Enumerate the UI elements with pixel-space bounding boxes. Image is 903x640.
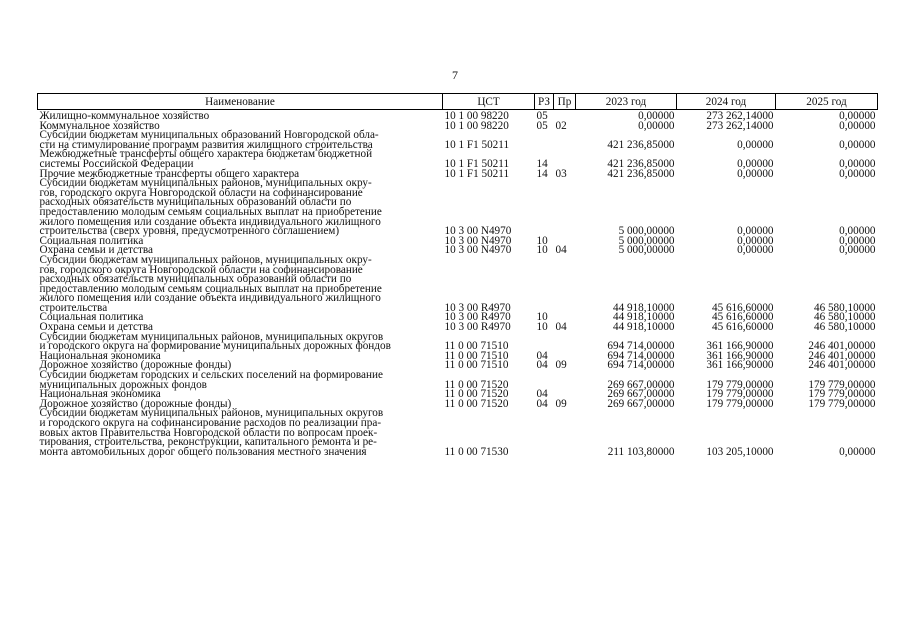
row-2023: 269 667,00000 xyxy=(607,378,675,391)
row-name: Охрана семьи и детства xyxy=(39,244,153,257)
row-code: 10 1 00 98220 xyxy=(444,119,509,132)
row-name: Национальная экономика xyxy=(39,388,161,401)
row-name: Социальная политика xyxy=(39,234,144,247)
row-2024: 103 205,10000 xyxy=(706,445,774,458)
table-row xyxy=(38,179,878,237)
row-2024: 179 779,00000 xyxy=(706,397,774,410)
row-2023: 44 918,10000 xyxy=(612,321,675,334)
header-code: ЦСТ xyxy=(443,94,535,110)
row-name: Жилищно-коммунальное хозяйство xyxy=(39,110,210,122)
header-2023: 2023 год xyxy=(576,94,677,110)
row-rz: 04 xyxy=(536,359,548,372)
row-2024: 0,00000 xyxy=(737,167,774,180)
row-rz xyxy=(535,256,554,314)
row-2024: 361 166,90000 xyxy=(706,359,774,372)
row-2025: 0,00000 xyxy=(839,119,876,132)
row-2025: 46 580,10000 xyxy=(813,321,876,334)
row-name: Межбюджетные трансферты общего характера бюджетам бюджетной системы Российской Федерации xyxy=(39,148,373,170)
row-2024: 45 616,60000 xyxy=(711,301,774,314)
row-name: Субсидии бюджетам муниципальных районов, муниципальных округов и городского округа на софинансирование расходов по реализации пра- вовых актов Правительства Новгородской области по вопросам проек- тирования, строительства, реконструкции, капитального ремонта и ре- монта автомобильных дорог общего пользования местного значения xyxy=(39,407,384,458)
row-pr: 02 xyxy=(555,119,567,132)
row-2024: 0,00000 xyxy=(737,138,774,151)
row-2025: 179 779,00000 xyxy=(808,397,876,410)
row-pr: 09 xyxy=(555,359,567,372)
row-code: 10 1 F1 50211 xyxy=(444,167,510,180)
row-2024: 361 166,90000 xyxy=(706,340,774,353)
row-name: Дорожное хозяйство (дорожные фонды) xyxy=(39,359,232,372)
table-header xyxy=(38,94,878,110)
row-2024: 273 262,14000 xyxy=(706,110,774,122)
row-rz: 10 xyxy=(536,321,548,334)
header-rz: РЗ xyxy=(535,94,554,110)
row-code: 11 0 00 71510 xyxy=(444,340,509,353)
row-name: Субсидии бюджетам городских и сельских поселений на формирование муниципальных дорожных фондов xyxy=(39,369,383,391)
header-pr: Пр xyxy=(554,94,576,110)
row-2023: 211 103,80000 xyxy=(607,445,675,458)
row-2023: 44 918,10000 xyxy=(612,311,675,324)
row-rz: 04 xyxy=(536,349,548,362)
row-2024: 0,00000 xyxy=(737,157,774,170)
row-2023: 5 000,00000 xyxy=(618,244,675,257)
row-2023: 269 667,00000 xyxy=(607,388,675,401)
row-2025: 0,00000 xyxy=(839,244,876,257)
row-name: Охрана семьи и детства xyxy=(39,321,153,334)
row-rz xyxy=(535,333,554,352)
row-rz xyxy=(535,409,554,457)
row-rz: 10 xyxy=(536,244,548,257)
row-2023: 694 714,00000 xyxy=(607,340,675,353)
row-rz: 10 xyxy=(536,311,548,324)
row-code: 10 1 F1 50211 xyxy=(444,138,510,151)
row-code: 11 0 00 71520 xyxy=(444,378,509,391)
row-2024: 0,00000 xyxy=(737,234,774,247)
header-name: Наименование xyxy=(38,94,443,110)
row-2025: 179 779,00000 xyxy=(808,388,876,401)
row-rz: 14 xyxy=(536,157,548,170)
row-2025: 246 401,00000 xyxy=(808,349,876,362)
row-pr: 04 xyxy=(555,244,567,257)
row-code: 10 1 F1 50211 xyxy=(444,157,510,170)
row-2024: 179 779,00000 xyxy=(706,378,774,391)
row-name: Субсидии бюджетам муниципальных районов, муниципальных окру- гов, городского округа Новгородской области на софинансирование расходных обязательств муниципальных образований области по предоставлению молодым семьям социальных выплат на приобретение жилого помещения или создание объекта индивидуального жилищного строительства (сверх уровня, предусмотренного соглашением) xyxy=(39,177,382,238)
row-rz: 05 xyxy=(536,119,548,132)
row-name: Прочие межбюджетные трансферты общего характера xyxy=(39,167,300,180)
row-name: Коммунальное хозяйство xyxy=(39,119,160,132)
row-2024: 45 616,60000 xyxy=(711,311,774,324)
row-rz xyxy=(535,131,554,150)
table-body xyxy=(38,110,878,458)
header-2025: 2025 год xyxy=(776,94,878,110)
row-2023: 269 667,00000 xyxy=(607,397,675,410)
row-2025: 0,00000 xyxy=(839,445,876,458)
row-rz: 05 xyxy=(536,110,548,122)
row-2023: 44 918,10000 xyxy=(612,301,675,314)
row-name: Дорожное хозяйство (дорожные фонды) xyxy=(39,397,232,410)
row-2023: 5 000,00000 xyxy=(618,225,675,238)
row-2025: 46 580,10000 xyxy=(813,301,876,314)
row-pr xyxy=(554,333,576,352)
row-rz: 10 xyxy=(536,234,548,247)
table-row xyxy=(38,256,878,314)
row-code: 10 3 00 R4970 xyxy=(444,321,511,334)
row-code: 11 0 00 71510 xyxy=(444,349,509,362)
row-2023: 694 714,00000 xyxy=(607,349,675,362)
table-row xyxy=(38,333,878,352)
row-pr xyxy=(554,371,576,390)
row-2023: 694 714,00000 xyxy=(607,359,675,372)
table-row xyxy=(38,150,878,169)
page-number: 7 xyxy=(452,68,458,82)
row-2023: 421 236,85000 xyxy=(607,138,675,151)
row-2025: 46 580,10000 xyxy=(813,311,876,324)
row-code: 10 1 00 98220 xyxy=(444,110,509,122)
row-2025: 0,00000 xyxy=(839,138,876,151)
row-code: 10 3 00 N4970 xyxy=(444,234,512,247)
row-2024: 179 779,00000 xyxy=(706,388,774,401)
header-2024: 2024 год xyxy=(677,94,776,110)
row-code: 10 3 00 R4970 xyxy=(444,301,511,314)
row-2025: 0,00000 xyxy=(839,110,876,122)
row-rz xyxy=(535,179,554,237)
row-2025: 0,00000 xyxy=(839,167,876,180)
row-name: Субсидии бюджетам муниципальных образований Новгородской обла- сти на стимулирование программ развития жилищного строительства xyxy=(39,129,379,151)
row-code: 11 0 00 71520 xyxy=(444,388,509,401)
row-pr xyxy=(554,409,576,457)
row-rz: 14 xyxy=(536,167,548,180)
row-2024: 0,00000 xyxy=(737,244,774,257)
row-code: 10 3 00 R4970 xyxy=(444,311,511,324)
row-pr: 09 xyxy=(555,397,567,410)
row-code: 10 3 00 N4970 xyxy=(444,244,512,257)
row-pr xyxy=(554,150,576,169)
row-pr xyxy=(554,256,576,314)
row-name: Субсидии бюджетам муниципальных районов, муниципальных окру- гов, городского округа Новгородской области на софинансирование расходных обязательств муниципальных образований области по предоставлению молодым семьям социальных выплат на приобретение жилого помещения или создание объекта индивидуального жилищного строительства xyxy=(39,253,382,314)
row-2024: 45 616,60000 xyxy=(711,321,774,334)
row-2025: 246 401,00000 xyxy=(808,340,876,353)
row-2023: 5 000,00000 xyxy=(618,234,675,247)
row-code: 11 0 00 71520 xyxy=(444,397,509,410)
row-2025: 0,00000 xyxy=(839,157,876,170)
row-2023: 421 236,85000 xyxy=(607,167,675,180)
table-row xyxy=(38,409,878,457)
row-name: Субсидии бюджетам муниципальных районов, муниципальных округов и городского округа на формирование муниципальных дорожных фондов xyxy=(39,330,391,353)
row-name: Национальная экономика xyxy=(39,349,161,362)
row-2025: 0,00000 xyxy=(839,225,876,238)
row-rz: 04 xyxy=(536,397,548,410)
row-2023: 421 236,85000 xyxy=(607,157,675,170)
row-code: 10 3 00 N4970 xyxy=(444,225,512,238)
row-pr xyxy=(554,179,576,237)
row-2024: 0,00000 xyxy=(737,225,774,238)
row-pr: 03 xyxy=(555,167,567,180)
row-2024: 361 166,90000 xyxy=(706,349,774,362)
row-2023: 0,00000 xyxy=(638,119,675,132)
row-2025: 246 401,00000 xyxy=(808,359,876,372)
row-name: Социальная политика xyxy=(39,311,144,324)
row-pr xyxy=(554,131,576,150)
row-2024: 273 262,14000 xyxy=(706,119,774,132)
row-code: 11 0 00 71510 xyxy=(444,359,509,372)
row-2025: 0,00000 xyxy=(839,234,876,247)
row-pr: 04 xyxy=(555,321,567,334)
row-2025: 179 779,00000 xyxy=(808,378,876,391)
row-code: 11 0 00 71530 xyxy=(444,445,509,458)
budget-table xyxy=(37,93,878,457)
row-2023: 0,00000 xyxy=(638,110,675,122)
row-rz: 04 xyxy=(536,388,548,401)
